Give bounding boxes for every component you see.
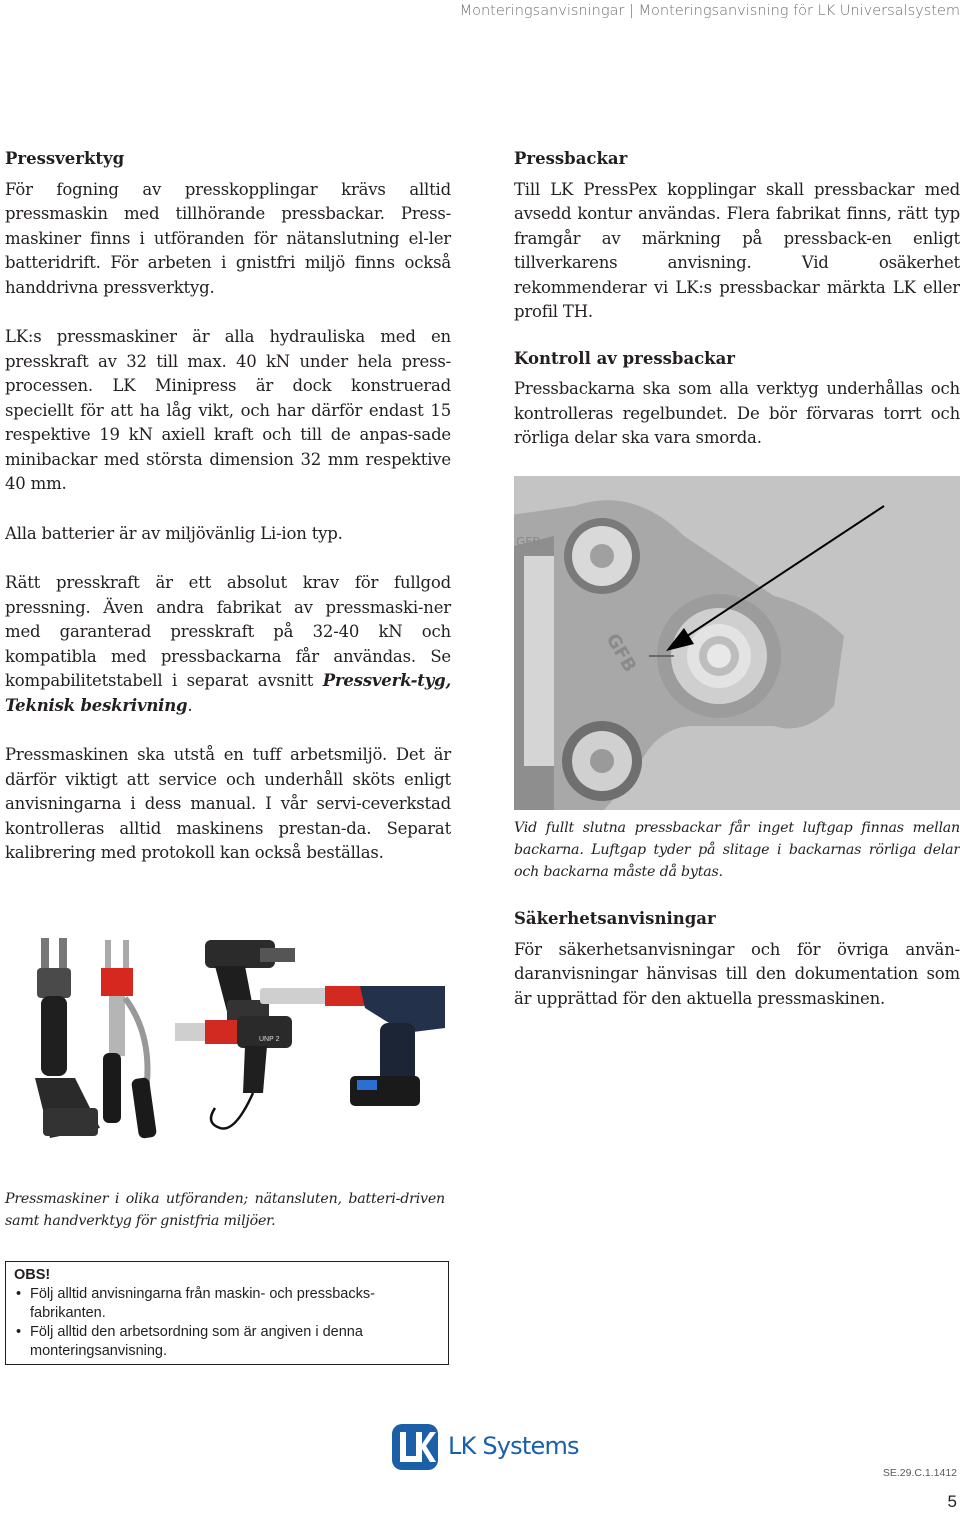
press-tools-illustration [5,928,455,1158]
jaw-photo-caption: Vid fullt slutna pressbackar får inget luftgap finnas mellan backarna. Luftgap tyder på slitage i backarnas rörliga delar och backarna måste då bytas. [514,820,960,880]
press-tools-photo [5,928,455,1158]
paragraph-end: . [187,695,193,715]
paragraph [5,571,451,718]
right-column [514,147,960,451]
obs-item: • Följ alltid den arbetsordning som är angiven i denna monteringsanvisning. [14,1323,440,1361]
tools-photo-caption: Pressmaskiner i olika utföranden; nätansluten, batteri-driven samt handverktyg för gnistfria miljöer. [5,1191,445,1229]
document-id: SE.29.C.1.1412 [882,1467,957,1479]
page-number: 5 [947,1492,957,1511]
paragraph: LK:s pressmaskiner är alla hydrauliska med en presskraft av 32 till max. 40 kN under hela press-processen. LK Minipress är dock konstruerad speciellt för att ha låg vikt, och har därför endast 15 respektive 19 kN axiell kraft och till de anpas-sade minibackar med största dimension 32 mm respektive 40 mm. [5,327,451,493]
battery-press-tool-minipress [35,938,100,1138]
lk-systems-logo [392,1424,582,1472]
jaw-stamp: GFB [601,630,641,676]
obs-item: • Följ alltid anvisningarna från maskin- och pressbacks-fabrikanten. [14,1285,440,1323]
safety-section [514,907,960,1011]
running-header: Monteringsanvisningar | Monteringsanvisning för LK Universalsystem [459,3,960,19]
logo-wordmark: LK Systems [448,1432,579,1460]
paragraph: Till LK PressPex kopplingar skall pressbackar med avsedd kontur användas. Flera fabrikat finns, rätt typ framgår av märkning på pressback-en enligt tillverkarens anvisning. Vid osäkerhet rekommenderar vi LK:s pressbackar märkta LK eller profil TH. [514,179,960,321]
paragraph: För fogning av presskopplingar krävs alltid pressmaskin med tillhörande pressbackar. Press-maskiner finns i utföranden för nätanslutning el-ler batteridrift. För arbeten i gnistfri miljö finns också handdrivna pressverktyg. [5,179,451,297]
section-heading-sakerhet: Säkerhetsanvisningar [514,909,716,928]
cross-reference: Pressverk-tyg, Teknisk beskrivning [5,671,451,715]
obs-title: OBS! [14,1267,51,1283]
obs-notice-box [5,1261,449,1365]
section-heading-pressbackar: Pressbackar [514,149,628,168]
mains-press-tool [175,1016,292,1129]
section-heading-pressverktyg: Pressverktyg [5,149,125,168]
section-heading-kontroll: Kontroll av pressbackar [514,348,736,368]
tool-label: UNP 2 [259,1036,280,1043]
left-column [5,147,451,866]
paragraph: Pressbackarna ska som alla verktyg underhållas och kontrolleras regelbundet. De bör förvaras torrt och rörliga delar ska vara smorda. [514,379,960,447]
battery-press-tool-pistol [205,940,295,1026]
press-jaw-photo [514,476,960,810]
paragraph-text: Rätt presskraft är ett absolut krav för fullgod pressning. Även andra fabrikat av pressmaski-ner med garanterad presskraft på 32-40 kN och kompatibla med pressbackarna får användas. Se kompabilitetstabell i separat avsnitt [5,573,451,690]
hand-press-tool [101,940,157,1139]
paragraph: Alla batterier är av miljövänlig Li-ion typ. [5,523,343,543]
obs-list [14,1285,440,1361]
jaw-stamp: GFB [516,535,541,549]
paragraph: För säkerhetsanvisningar och för övriga använ-daranvisningar hänvisas till den dokumentation som är upprättad för den aktuella pressmaskinen. [514,939,960,1008]
paragraph: Pressmaskinen ska utstå en tuff arbetsmiljö. Det är därför viktigt att service och underhåll sköts enligt anvisningarna i dess manual. I vår servi-ceverkstad kontrolleras alltid maskinens prestan-da. Separat kalibrering med protokoll kan också beställas. [5,745,451,862]
press-jaw-illustration [514,476,960,810]
